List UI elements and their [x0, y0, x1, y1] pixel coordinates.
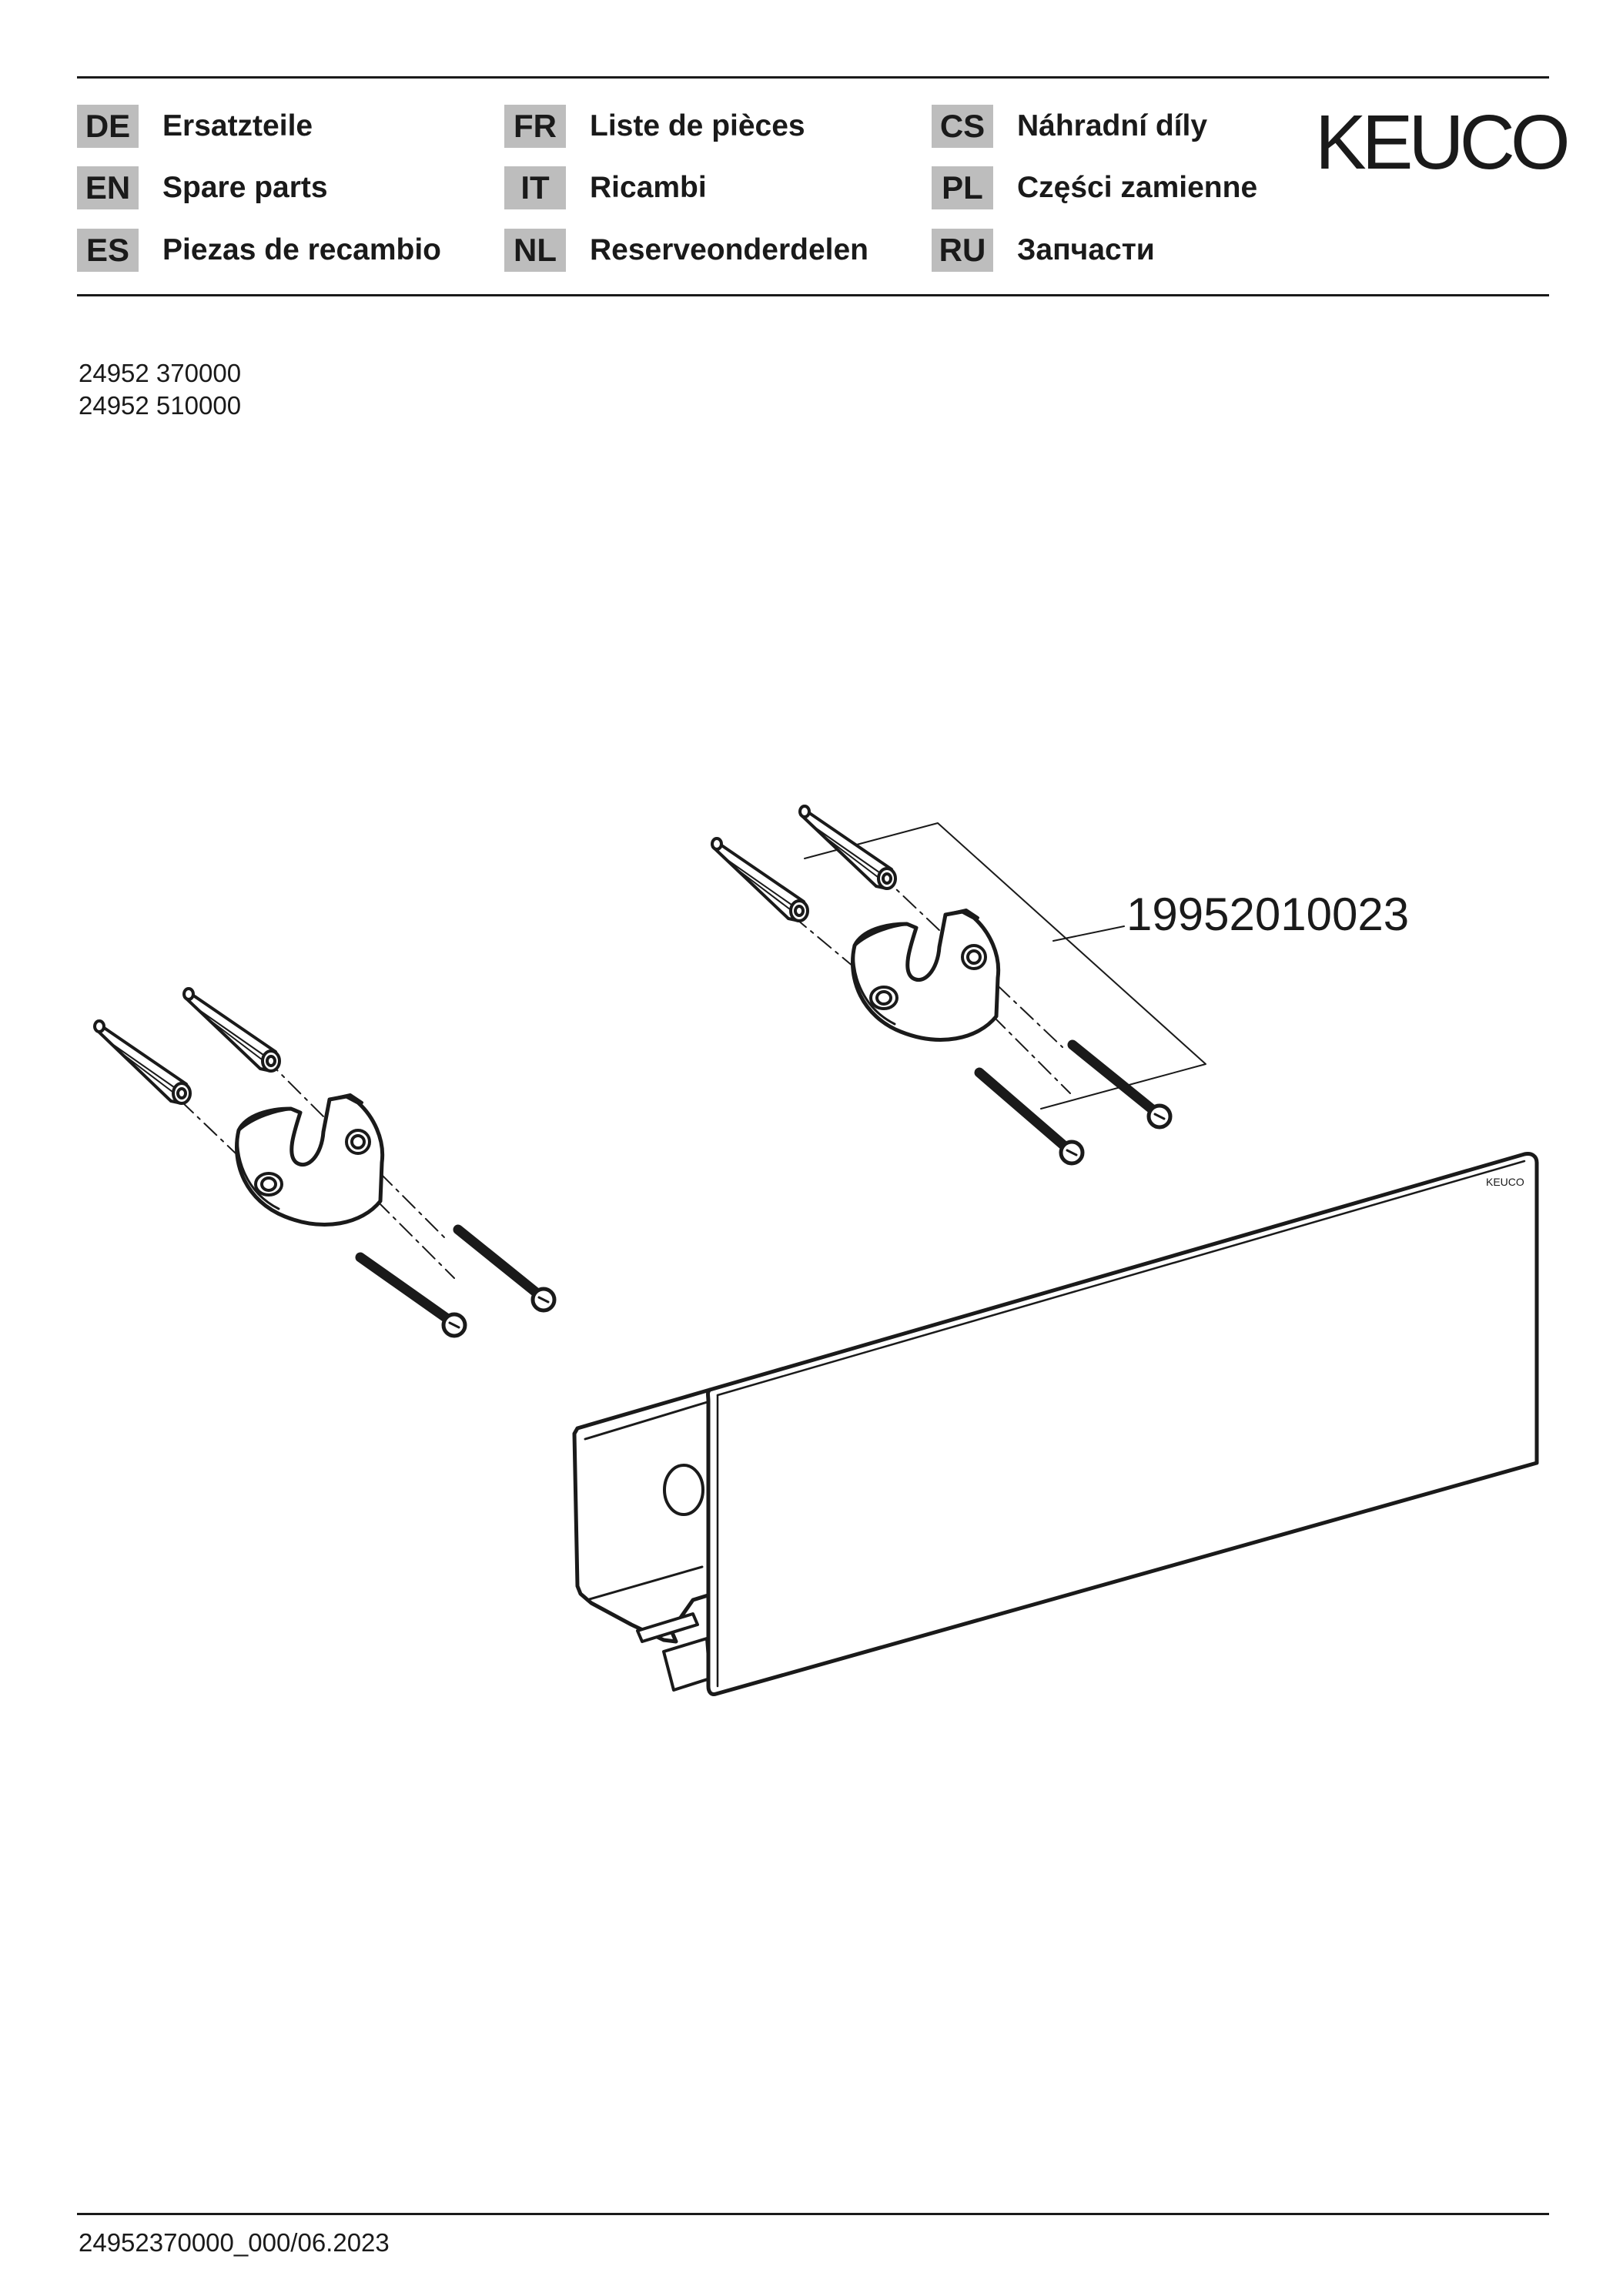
wall-plug — [800, 806, 895, 889]
footer-rule — [77, 2213, 1549, 2215]
shelf — [574, 1154, 1537, 1695]
article-number: 24952 510000 — [79, 391, 242, 420]
lang-label: Liste de pièces — [590, 109, 805, 142]
lang-label: Ersatzteile — [162, 109, 313, 142]
part-number-label: 19952010023 — [1126, 889, 1410, 940]
lang-label: Części zamienne — [1017, 171, 1258, 204]
lang-code: CS — [932, 105, 993, 148]
lang-code: EN — [77, 166, 139, 209]
leader-line — [1053, 926, 1124, 941]
brand-logo: KEUCO — [1315, 99, 1566, 186]
lang-label: Spare parts — [162, 171, 328, 204]
wall-plug — [712, 838, 808, 921]
lang-label: Reserveonderdelen — [590, 233, 868, 266]
wall-plug — [184, 989, 279, 1071]
screw — [360, 1257, 465, 1336]
lang-label: Piezas de recambio — [162, 233, 442, 266]
screw — [1073, 1045, 1170, 1127]
lang-code: PL — [932, 166, 993, 209]
wall-bracket — [853, 910, 999, 1039]
lang-label: Ricambi — [590, 171, 707, 204]
lang-code: IT — [504, 166, 566, 209]
lang-code: FR — [504, 105, 566, 148]
article-number: 24952 370000 — [79, 359, 242, 387]
right-mounting-set — [712, 806, 1206, 1163]
screw — [458, 1230, 554, 1310]
wall-plug — [95, 1021, 190, 1103]
wall-bracket — [237, 1095, 383, 1224]
lang-code: ES — [77, 229, 139, 272]
lang-label: Náhradní díly — [1017, 109, 1208, 142]
shelf-logo-mark: KEUCO — [1486, 1176, 1524, 1188]
lang-code: RU — [932, 229, 993, 272]
screw — [979, 1073, 1083, 1163]
left-mounting-set — [95, 989, 554, 1336]
lang-label: Запчасти — [1017, 233, 1155, 266]
lang-code: DE — [77, 105, 139, 148]
lang-code: NL — [504, 229, 566, 272]
document-id: 24952370000_000/06.2023 — [79, 2228, 390, 2257]
